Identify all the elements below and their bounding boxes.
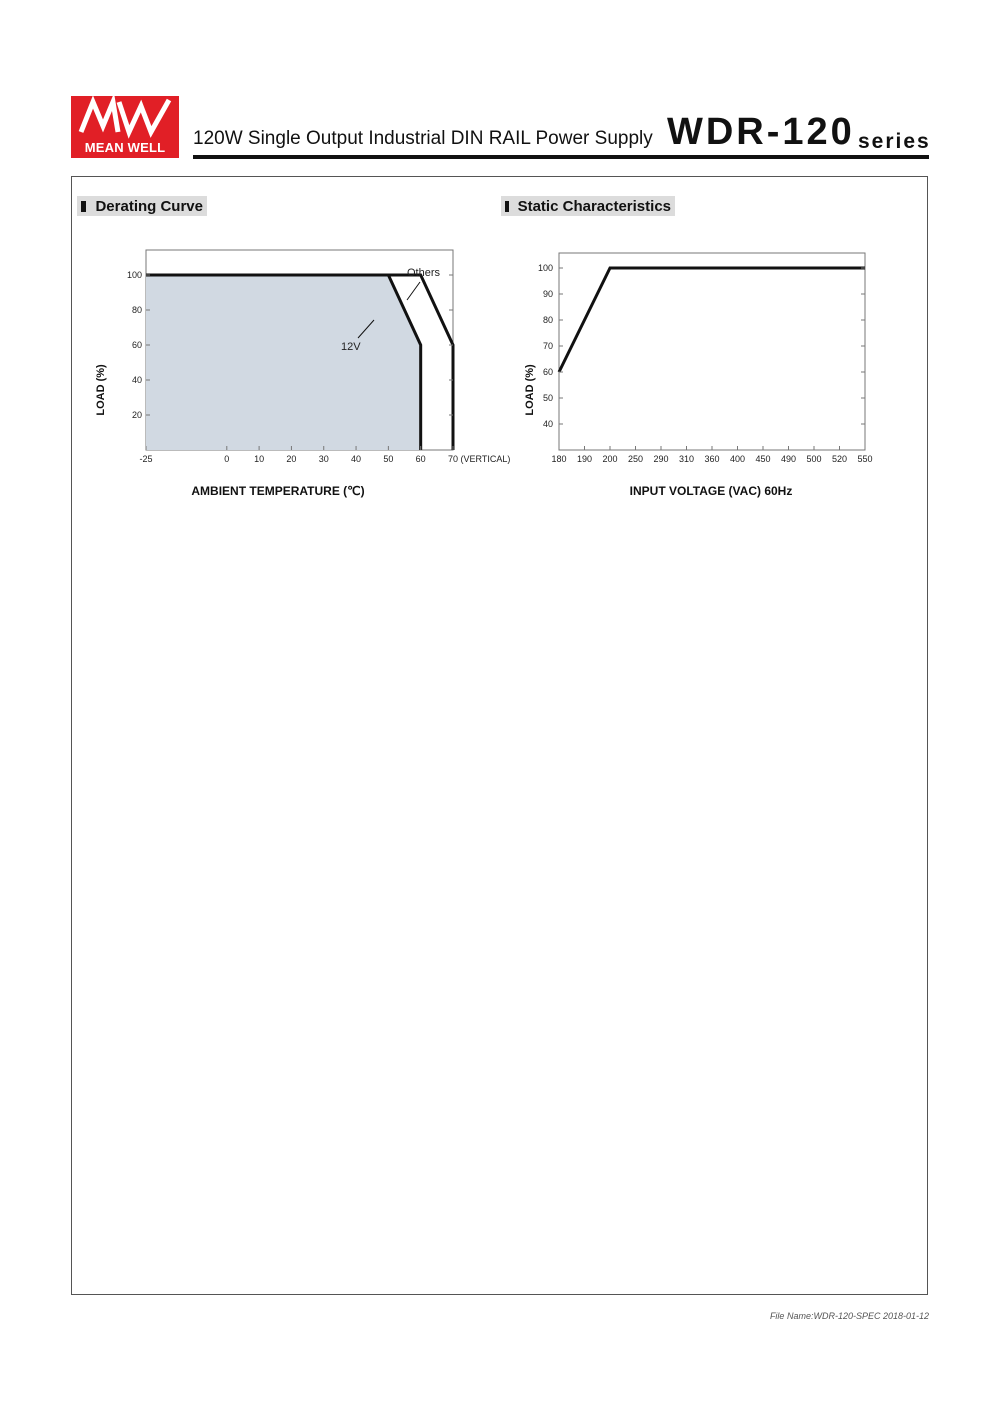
annotation-pointer: [407, 282, 420, 300]
y-tick-label: 80: [131, 305, 142, 315]
derating-curve-heading: [77, 196, 207, 216]
x-tick-label: -25: [139, 454, 153, 464]
x-tick-label: 180: [551, 454, 567, 464]
series-label-12v: 12V: [341, 341, 361, 353]
plot-border: [559, 253, 865, 450]
x-tick-label: 190: [576, 454, 593, 464]
x-tick-label: 30: [318, 454, 329, 464]
derating-chart-svg: [85, 240, 511, 510]
x-tick-label: 10: [254, 454, 265, 464]
x-tick-label: 40: [351, 454, 362, 464]
series-label-others: Others: [407, 267, 441, 279]
x-tick-label: 520: [831, 454, 848, 464]
static-chart-svg: [510, 240, 920, 510]
y-tick-label: 70: [542, 341, 553, 351]
model-number: WDR-120: [667, 111, 855, 153]
y-tick-label: 100: [126, 270, 142, 280]
x-tick-label: 450: [755, 454, 771, 464]
static-characteristics-heading: [501, 196, 675, 216]
y-tick-label: 60: [542, 367, 553, 377]
file-name-footer: File Name:WDR-120-SPEC 2018-01-12: [769, 1311, 929, 1321]
x-tick-label: 200: [602, 454, 618, 464]
brand-name: MEAN WELL: [84, 140, 166, 155]
y-tick-label: 100: [537, 263, 553, 273]
y-tick-label: 60: [131, 340, 142, 350]
y-tick-label: 20: [131, 410, 142, 420]
y-tick-label: 40: [542, 419, 553, 429]
x-tick-label: 310: [678, 454, 695, 464]
x-tick-label: 500: [806, 454, 822, 464]
derating-curve-title: Derating Curve: [95, 197, 203, 215]
series-label: series: [858, 130, 931, 153]
derating-chart: [85, 240, 511, 515]
static-chart: [510, 240, 920, 515]
y-tick-label: 40: [131, 375, 142, 385]
x-tick-label: 50: [383, 454, 394, 464]
x-tick-label: 360: [704, 454, 720, 464]
x-tick-label: 400: [729, 454, 746, 464]
y-tick-label: 90: [542, 289, 553, 299]
x-tick-label: 0: [224, 454, 230, 464]
y-axis-title: LOAD (%): [95, 364, 107, 416]
square-bullet-icon: [505, 201, 509, 212]
static-characteristics-title: Static Characteristics: [517, 197, 671, 215]
x-tick-label: 60: [415, 454, 426, 464]
square-bullet-icon: [81, 201, 86, 212]
y-tick-label: 50: [542, 393, 553, 403]
static-load-line: [559, 268, 865, 372]
product-subtitle: 120W Single Output Industrial DIN RAIL Power Supply: [193, 128, 653, 149]
y-axis-title: LOAD (%): [524, 364, 536, 416]
x-tick-label: 550: [857, 454, 873, 464]
x-axis-title: AMBIENT TEMPERATURE (℃): [191, 484, 365, 498]
x-axis-title: INPUT VOLTAGE (VAC) 60Hz: [629, 484, 793, 498]
header-rule: [193, 155, 929, 159]
x-tick-label: 250: [627, 454, 644, 464]
y-tick-label: 80: [542, 315, 553, 325]
mean-well-logo: [71, 96, 179, 158]
x-tick-label: 70 (VERTICAL): [448, 454, 511, 464]
x-tick-label: 20: [286, 454, 297, 464]
x-tick-label: 490: [780, 454, 797, 464]
derating-area-12v: [146, 275, 421, 450]
x-tick-label: 290: [653, 454, 669, 464]
